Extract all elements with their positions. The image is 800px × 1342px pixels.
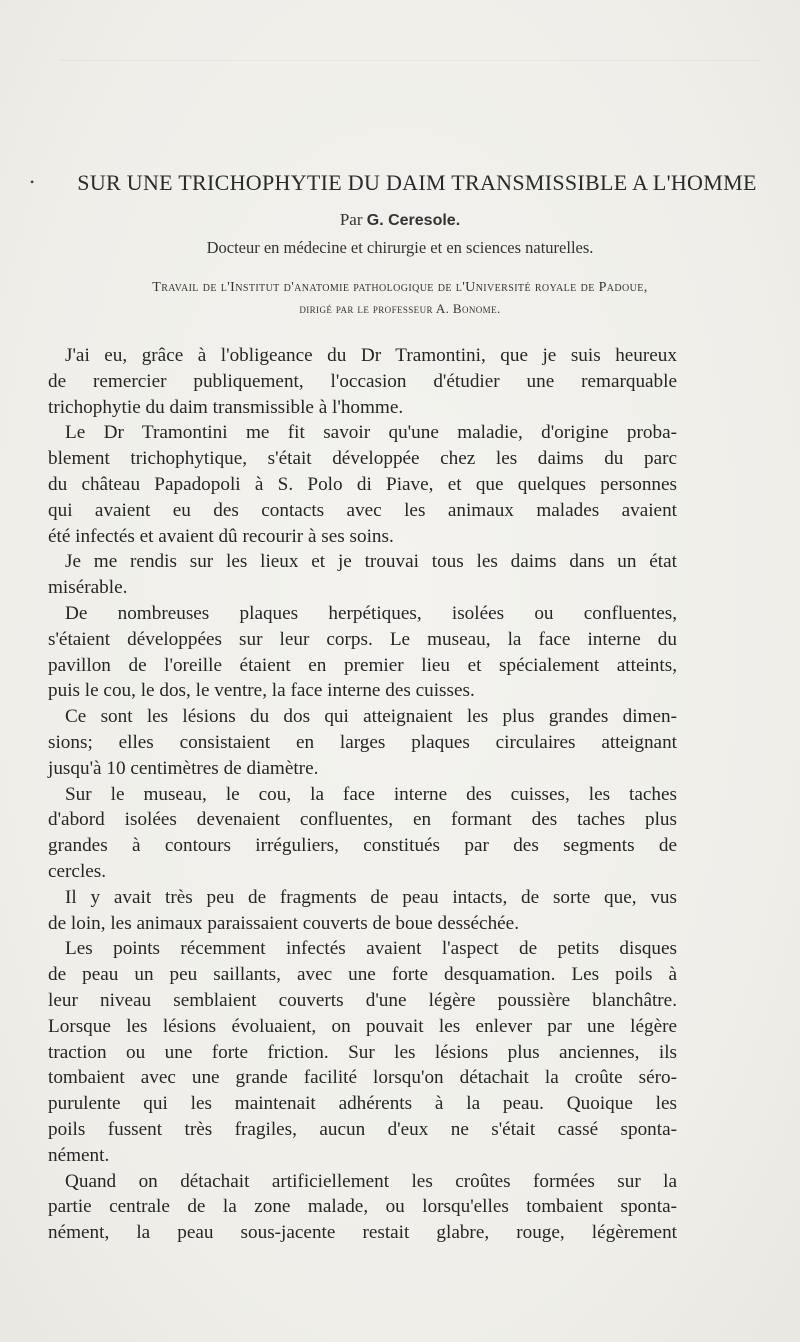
body-line: Sur le museau, le cou, la face interne des cuisses, les taches xyxy=(65,783,677,805)
institute-line-1: Travail de l'Institut d'anatomie pathologique de l'Université royale de Padoue, xyxy=(152,280,648,295)
article-body xyxy=(48,343,677,1246)
body-line: leur niveau semblaient couverts d'une légère poussière blanchâtre. xyxy=(48,989,677,1011)
article-title: SUR UNE TRICHOPHYTIE DU DAIM TRANSMISSIBLE A L'HOMME xyxy=(77,170,757,195)
body-line: grandes à contours irréguliers, constitués par des segments de xyxy=(48,835,677,857)
body-line: De nombreuses plaques herpétiques, isolées ou confluentes, xyxy=(65,602,677,624)
body-line: Il y avait très peu de fragments de peau intacts, de sorte que, vus xyxy=(65,886,677,908)
body-line: cercles. xyxy=(48,860,107,882)
body-line: Le Dr Tramontini me fit savoir qu'une maladie, d'origine proba- xyxy=(65,422,677,444)
body-line: Je me rendis sur les lieux et je trouvai tous les daims dans un état xyxy=(65,551,677,573)
body-line: poils fussent très fragiles, aucun d'eux ne s'était cassé sponta- xyxy=(48,1118,677,1140)
body-line: Lorsque les lésions évoluaient, on pouvait les enlever par une légère xyxy=(48,1015,677,1037)
body-line: J'ai eu, grâce à l'obligeance du Dr Tramontini, que je suis heureux xyxy=(65,345,677,366)
body-line: de remercier publiquement, l'occasion d'étudier une remarquable xyxy=(48,370,677,392)
body-line: puis le cou, le dos, le ventre, la face interne des cuisses. xyxy=(48,680,475,702)
body-line: jusqu'à 10 centimètres de diamètre. xyxy=(48,757,319,779)
body-line: pavillon de l'oreille étaient en premier lieu et spécialement atteints, xyxy=(48,654,677,676)
author-degree: Docteur en médecine et chirurgie et en sciences naturelles. xyxy=(206,238,594,257)
body-line: sions; elles consistaient en larges plaques circulaires atteignant xyxy=(48,731,677,753)
title-block xyxy=(30,170,790,196)
body-line: Quand on détachait artificiellement les croûtes formées sur la xyxy=(65,1170,677,1192)
show-through-texture xyxy=(60,60,760,91)
body-line: du château Papadopoli à S. Polo di Piave, et que quelques personnes xyxy=(48,473,677,495)
body-line: de loin, les animaux paraissaient couverts de boue desséchée. xyxy=(48,912,519,934)
byline xyxy=(0,210,800,230)
body-line: nément. xyxy=(48,1144,110,1166)
body-line: misérable. xyxy=(48,577,128,599)
body-line: traction ou une forte friction. Sur les lésions plus anciennes, ils xyxy=(48,1041,677,1063)
body-line: Ce sont les lésions du dos qui atteignaient les plus grandes dimen- xyxy=(65,706,677,728)
byline-prefix: Par xyxy=(339,210,363,229)
body-line: trichophytie du daim transmissible à l'homme. xyxy=(48,396,404,418)
institute-line-2: dirigé par le professeur A. Bonome. xyxy=(299,301,501,316)
body-line: qui avaient eu des contacts avec les animaux malades avaient xyxy=(48,499,677,521)
body-line: tombaient avec une grande facilité lorsqu'on détachait la croûte séro- xyxy=(48,1067,677,1089)
margin-mark: • xyxy=(30,175,35,189)
body-line: s'étaient développées sur leur corps. Le museau, la face interne du xyxy=(48,628,677,650)
body-line: purulente qui les maintenait adhérents à la peau. Quoique les xyxy=(48,1093,677,1115)
author-name: G. Ceresole. xyxy=(366,212,461,229)
body-line: blement trichophytique, s'était développée chez les daims du parc xyxy=(48,448,677,470)
body-line: Les points récemment infectés avaient l'aspect de petits disques xyxy=(65,938,677,960)
body-line: d'abord isolées devenaient confluentes, en formant des taches plus xyxy=(48,809,677,831)
body-line: de peau un peu saillants, avec une forte desquamation. Les poils à xyxy=(48,964,677,986)
body-line: partie centrale de la zone malade, ou lorsqu'elles tombaient sponta- xyxy=(48,1196,677,1218)
body-line: été infectés et avaient dû recourir à ses soins. xyxy=(48,525,394,547)
body-line: nément, la peau sous-jacente restait glabre, rouge, légèrement xyxy=(48,1222,677,1244)
